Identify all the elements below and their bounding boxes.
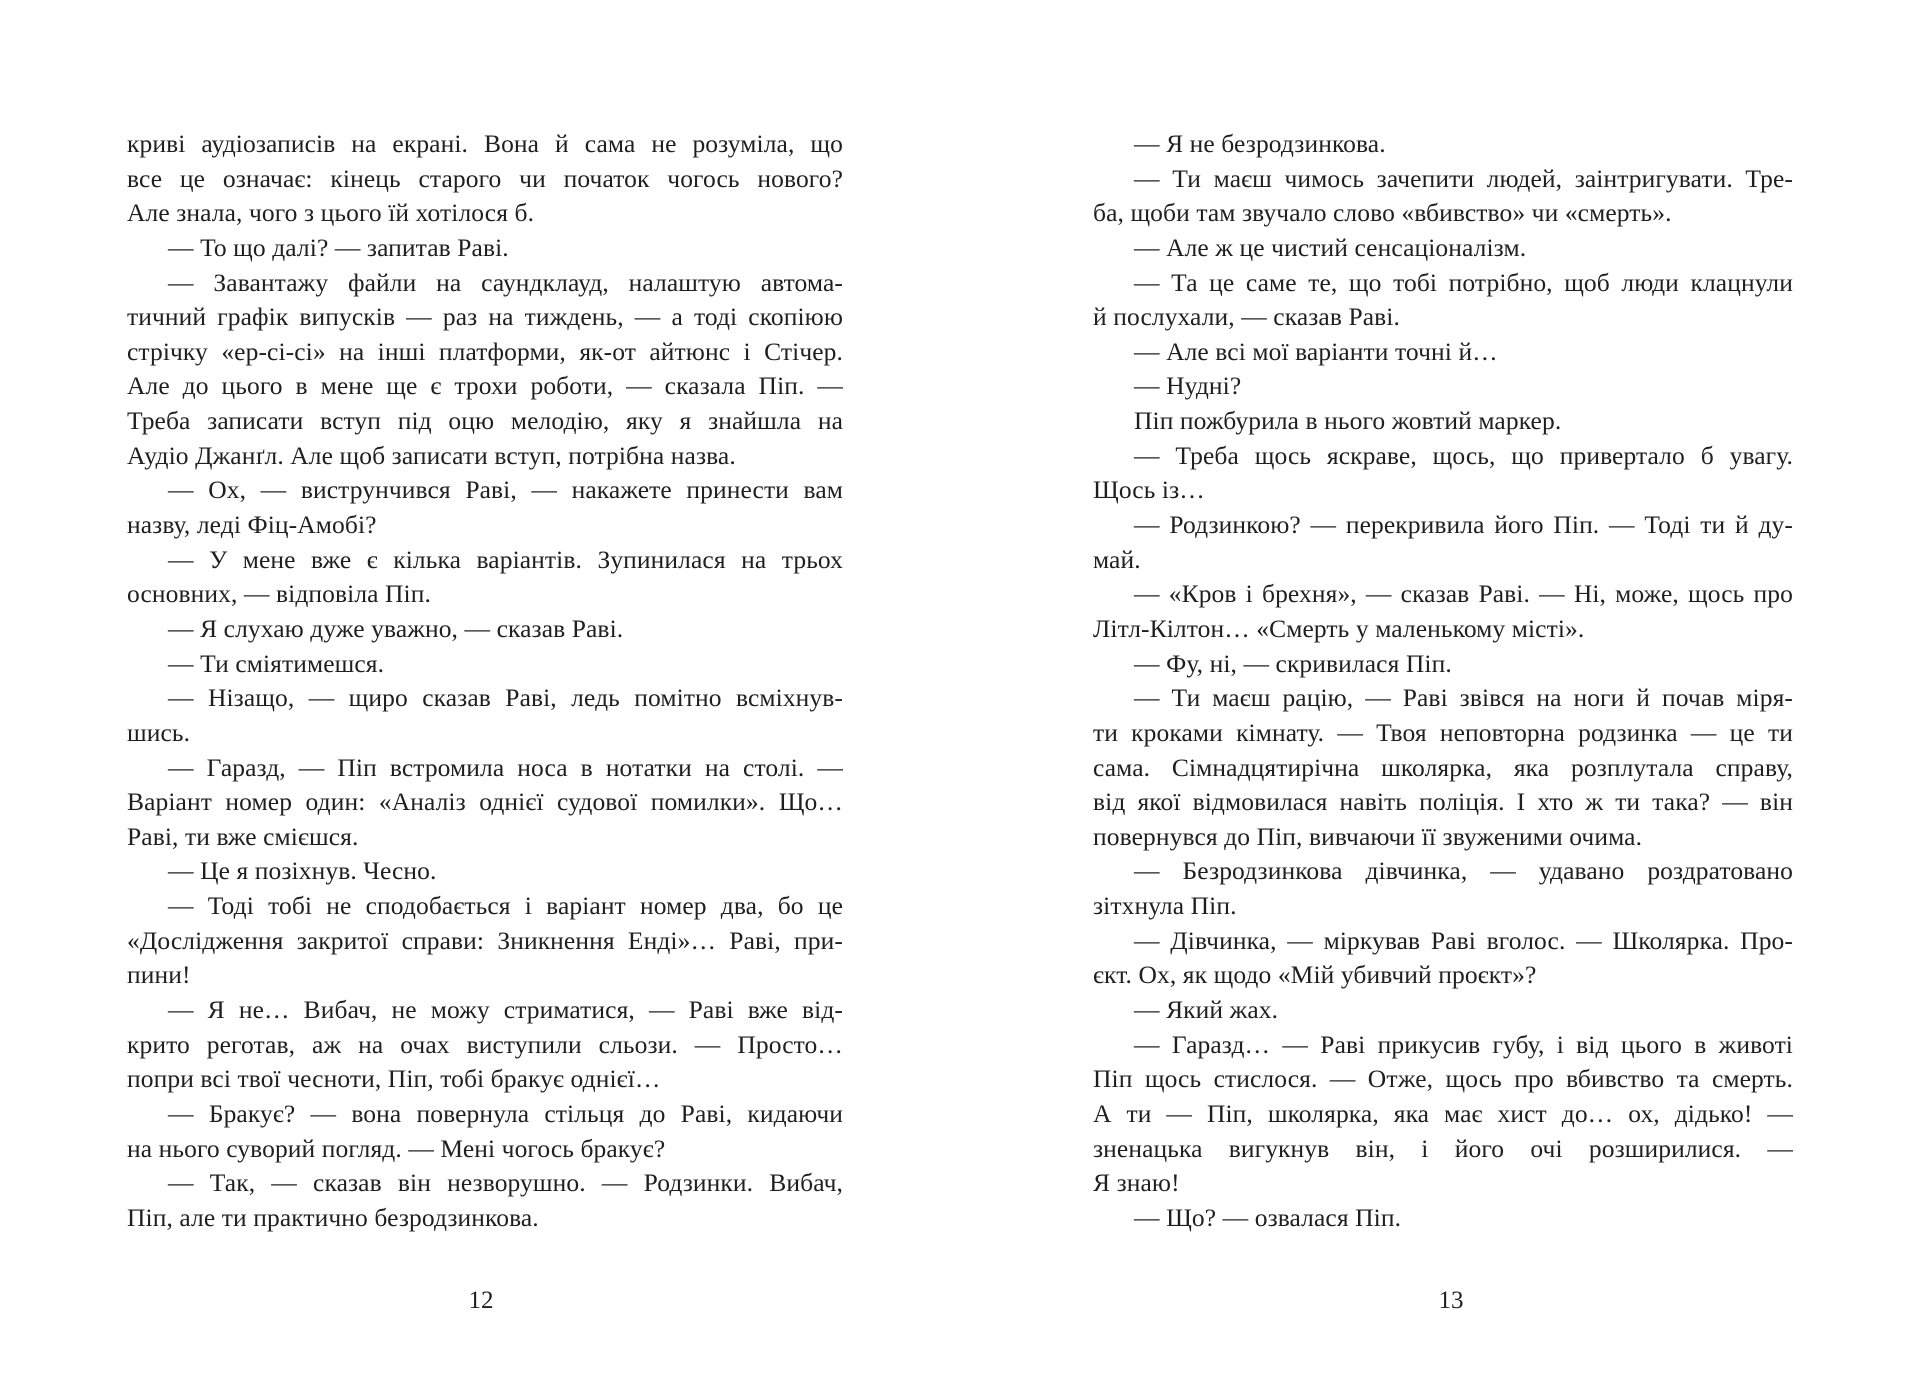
text-line: — Фу, ні, — скривилася Піп. [1134, 648, 1452, 678]
text-line: — Треба щось яскраве, щось, що привертало б увагу. [1134, 440, 1793, 470]
left-page-number: 12 [468, 1287, 494, 1314]
text-line: — Ти маєш чимось зачепити людей, заінтригувати. Тре- [1134, 163, 1793, 193]
text-line: — Бракує? — вона повернула стільця до Раві, кидаючи [168, 1098, 843, 1128]
text-line: — Тоді тобі не сподобається і варіант номер два, бо це [168, 891, 843, 921]
text-line: — Але ж це чистий сенсаціоналізм. [1134, 232, 1527, 262]
text-line: Треба записати вступ під оцю мелодію, яку я знайшла на [127, 406, 843, 436]
text-line: ба, щоби там звучало слово «вбивство» чи «смерть». [1093, 198, 1672, 228]
text-line: — Завантажу файли на саундклауд, налаштую автома- [168, 267, 843, 297]
right-page-text [1093, 127, 1793, 1236]
text-line: «Дослідження закритої справи: Зникнення Енді»… Раві, при- [127, 925, 843, 955]
text-line: — Який жах. [1134, 995, 1279, 1025]
text-line: єкт. Ох, як щодо «Мій убивчий проєкт»? [1093, 960, 1537, 990]
text-line: — Ти маєш рацію, — Раві звівся на ноги й почав міря- [1134, 683, 1793, 713]
text-line: Я знаю! [1093, 1168, 1180, 1198]
text-line: Раві, ти вже смієшся. [127, 821, 359, 851]
text-line: — Так, — сказав він незворушно. — Родзинки. Вибач, [168, 1168, 843, 1198]
text-line: — Ти сміятимешся. [168, 648, 385, 678]
text-line: Але до цього в мене ще є трохи роботи, — сказала Піп. — [127, 371, 843, 401]
text-line: зненацька вигукнув він, і його очі розширилися. — [1093, 1133, 1793, 1163]
text-line: попри всі твої чесноти, Піп, тобі бракує однієї… [127, 1064, 661, 1094]
text-line: Піп, але ти практично безродзинкова. [127, 1202, 539, 1232]
text-line: — Гаразд, — Піп встромила носа в нотатки на столі. — [168, 752, 843, 782]
text-line: Літл-Кілтон… «Смерть у маленькому місті». [1093, 613, 1585, 643]
text-line: зітхнула Піп. [1093, 891, 1237, 921]
text-line: сама. Сімнадцятирічна школярка, яка розплутала справу, [1093, 752, 1793, 782]
text-line: — Я слухаю дуже уважно, — сказав Раві. [168, 613, 624, 643]
text-line: й послухали, — сказав Раві. [1093, 302, 1400, 332]
text-line: повернувся до Піп, вивчаючи її звуженими очима. [1093, 821, 1643, 851]
text-line: — Я не… Вибач, не можу стриматися, — Раві вже від- [168, 995, 843, 1025]
text-line: — Дівчинка, — міркував Раві вголос. — Школярка. Про- [1134, 925, 1793, 955]
text-line: — Родзинкою? — перекривила його Піп. — Тоді ти й ду- [1134, 510, 1793, 540]
text-line: — Ох, — виструнчився Раві, — накажете принести вам [168, 475, 843, 505]
text-line: — Це я позіхнув. Чесно. [168, 856, 437, 886]
text-line: ти кроками кімнату. — Твоя неповторна родзинка — це ти [1093, 717, 1793, 747]
text-line: шись. [127, 717, 191, 747]
text-line: Піп пожбурила в нього жовтий маркер. [1134, 406, 1562, 436]
text-line: — Я не безродзинкова. [1134, 129, 1386, 158]
text-line: — Але всі мої варіанти точні й… [1134, 336, 1498, 366]
text-line: — Що? — озвалася Піп. [1134, 1202, 1402, 1232]
text-line: А ти — Піп, школярка, яка має хист до… ох, дідько! — [1093, 1098, 1793, 1128]
text-line: тичний графік випусків — раз на тиждень, — а тоді скопіюю [127, 302, 843, 332]
text-line: все це означає: кінець старого чи початок чогось нового? [127, 163, 843, 193]
text-line: основних, — відповіла Піп. [127, 579, 431, 609]
text-line: — У мене вже є кілька варіантів. Зупинилася на трьох [168, 544, 843, 574]
text-line: Але знала, чого з цього їй хотілося б. [127, 198, 535, 228]
text-line: на нього суворий погляд. — Мені чогось бракує? [127, 1133, 666, 1163]
text-line: — «Кров і брехня», — сказав Раві. — Ні, може, щось про [1134, 579, 1793, 609]
text-line: — Безродзинкова дівчинка, — удавано роздратовано [1134, 856, 1793, 886]
text-line: пини! [127, 960, 191, 990]
text-line: — То що далі? — запитав Раві. [168, 232, 509, 262]
text-line: від якої відмовилася навіть поліція. І хто ж ти така? — він [1093, 787, 1793, 817]
text-line: Щось із… [1093, 475, 1205, 505]
text-line: — Та це саме те, що тобі потрібно, щоб люди клацнули [1134, 267, 1793, 297]
text-line: — Нізащо, — щиро сказав Раві, ледь помітно всміхнув- [168, 683, 843, 713]
text-line: назву, леді Фіц-Амобі? [127, 510, 377, 540]
text-line: — Гаразд… — Раві прикусив губу, і від цього в животі [1134, 1029, 1793, 1059]
text-line: криві аудіозаписів на екрані. Вона й сама не розуміла, що [127, 129, 843, 158]
text-line: Аудіо Джанґл. Але щоб записати вступ, потрібна назва. [127, 440, 736, 470]
text-line: крито реготав, аж на очах виступили сльози. — Просто… [127, 1029, 843, 1059]
text-line: Варіант номер один: «Аналіз однієї судової помилки». Що… [127, 787, 843, 817]
text-line: май. [1093, 544, 1141, 574]
text-line: Піп щось стислося. — Отже, щось про вбивство та смерть. [1093, 1064, 1793, 1094]
text-line: стрічку «ер-сі-сі» на інші платформи, як-от айтюнс і Стічер. [127, 336, 843, 366]
text-line: — Нудні? [1134, 371, 1242, 401]
left-page-text [127, 127, 843, 1236]
right-page-number: 13 [1438, 1287, 1464, 1314]
